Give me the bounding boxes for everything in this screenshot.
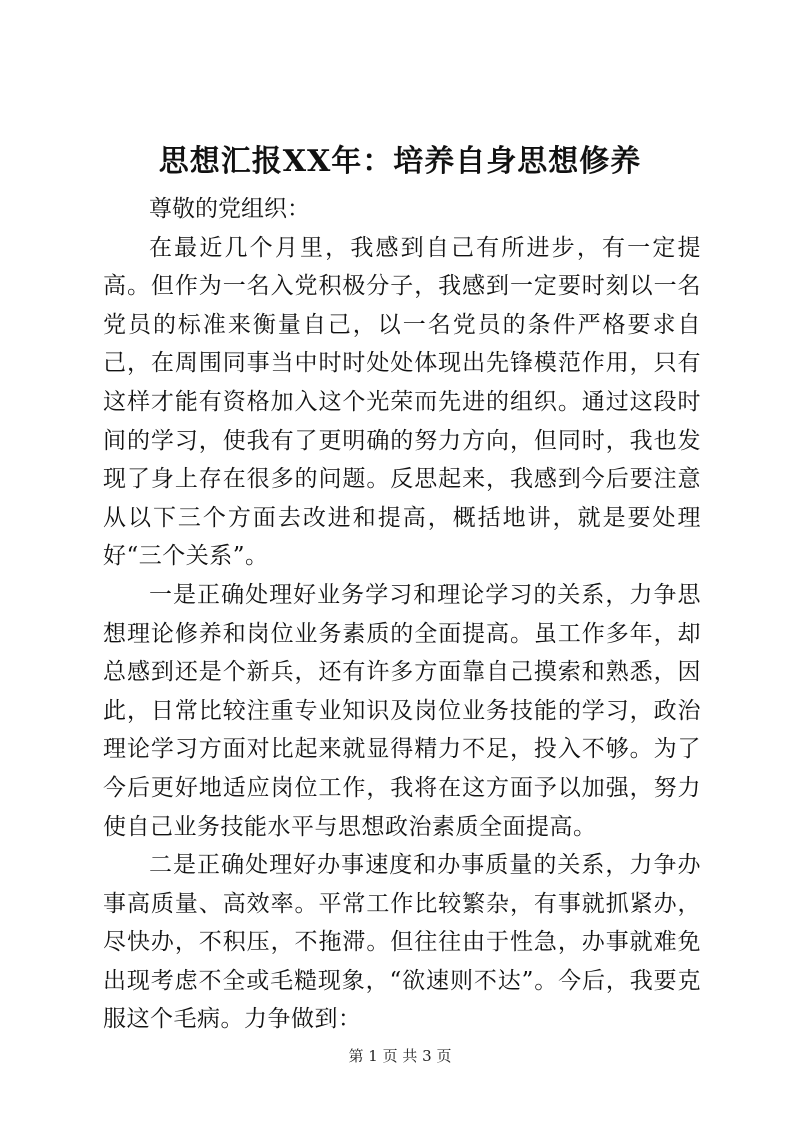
document-body	[103, 190, 701, 1039]
document-title: 思想汇报XX年：培养自身思想修养	[158, 144, 642, 179]
paragraph: 二是正确处理好办事速度和办事质量的关系，力争办事高质量、高效率。平常工作比较繁杂，有事就抓紧办，尽快办，不积压，不拖滞。但往往由于性急，办事就难免出现考虑不全或毛糙现象，“欲速则不达”。今后，我要克服这个毛病。力争做到：	[103, 852, 701, 1033]
paragraph: 一是正确处理好业务学习和理论学习的关系，力争思想理论修养和岗位业务素质的全面提高。虽工作多年，却总感到还是个新兵，还有许多方面靠自己摸索和熟悉，因此，日常比较注重专业知识及岗位业务技能的学习，政治理论学习方面对比起来就显得精力不足，投入不够。为了今后更好地适应岗位工作，我将在这方面予以加强，努力使自己业务技能水平与思想政治素质全面提高。	[103, 581, 701, 840]
paragraph: 在最近几个月里，我感到自己有所进步，有一定提高。但作为一名入党积极分子，我感到一定要时刻以一名党员的标准来衡量自己，以一名党员的条件严格要求自己，在周围同事当中时时处处体现出先锋模范作用，只有这样才能有资格加入这个光荣而先进的组织。通过这段时间的学习，使我有了更明确的努力方向，但同时，我也发现了身上存在很多的问题。反思起来，我感到今后要注意从以下三个方面去改进和提高，概括地讲，就是要处理好“三个关系”。	[103, 234, 701, 570]
page-number-footer: 第 1 页 共 3 页	[348, 1047, 452, 1065]
salutation: 尊敬的党组织：	[149, 196, 310, 222]
